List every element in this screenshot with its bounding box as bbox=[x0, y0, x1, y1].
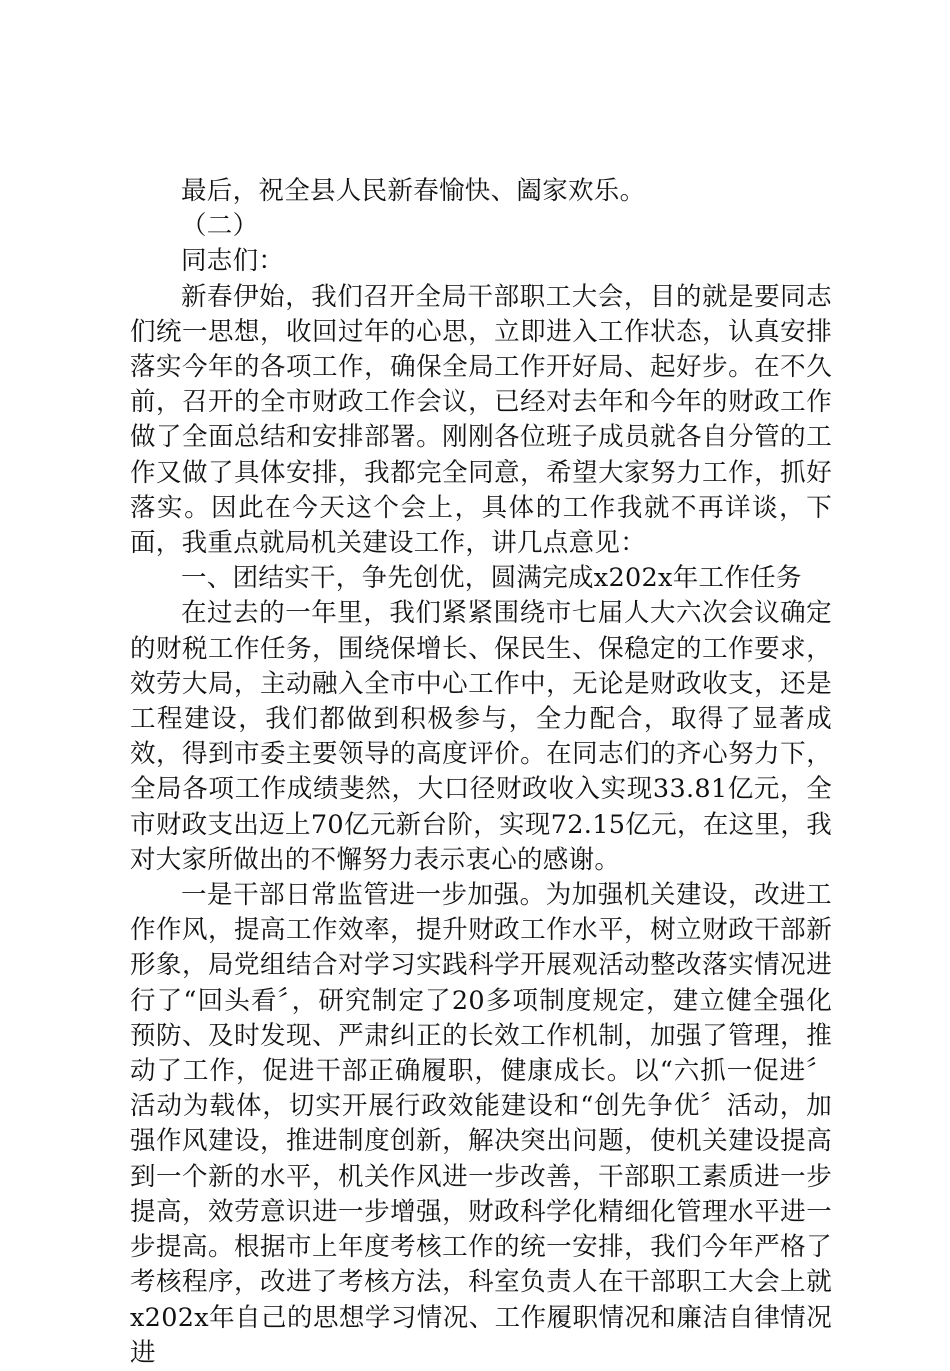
supervision-paragraph: 一是干部日常监管进一步加强。为加强机关建设，改进工作作风，提高工作效率，提升财政工作水平，树立财政干部新形象，局党组结合对学习实践科学开展观活动整改落实情况进行了“回头看〞，研究制定了20多项制度规定，建立健全强化预防、及时发现、严肃纠正的长效工作机制，加强了管理，推动了工作，促进干部正确履职，健康成长。以“六抓一促进〞活动为载体，切实开展行政效能建设和“创先争优〞活动，加强作风建设，推进制度创新，解决突出问题，使机关建设提高到一个新的水平，机关作风进一步改善，干部职工素质进一步提高，效劳意识进一步增强，财政科学化精细化管理水平进一步提高。根据市上年度考核工作的统一安排，我们今年严格了考核程序，改进了考核方法，科室负责人在干部职工大会上就x202x年自己的思想学习情况、工作履职情况和廉洁自律情况进 bbox=[130, 880, 832, 1368]
heading-one: 一、团结实干，争先创优，圆满完成x202x年工作任务 bbox=[181, 563, 802, 594]
document-body bbox=[130, 174, 832, 1371]
salutation: 同志们： bbox=[181, 246, 285, 277]
closing-paragraph: 最后，祝全县人民新春愉快、阖家欢乐。 bbox=[181, 176, 646, 206]
section-number: （二） bbox=[181, 211, 259, 242]
review-paragraph: 在过去的一年里，我们紧紧围绕市七届人大六次会议确定的财税工作任务，围绕保增长、保民生、保稳定的工作要求，效劳大局，主动融入全市中心工作中，无论是财政收支，还是工程建设，我们都做到积极参与，全力配合，取得了显著成效，得到市委主要领导的高度评价。在同志们的齐心努力下，全局各项工作成绩斐然，大口径财政收入实现33.81亿元，全市财政支出迈上70亿元新台阶，实现72.15亿元，在这里，我对大家所做出的不懈努力表示衷心的感谢。 bbox=[130, 598, 832, 875]
intro-paragraph: 新春伊始，我们召开全局干部职工大会，目的就是要同志们统一思想，收回过年的心思，立即进入工作状态，认真安排落实今年的各项工作，确保全局工作开好局、起好步。在不久前，召开的全市财政工作会议，已经对去年和今年的财政工作做了全面总结和安排部署。刚刚各位班子成员就各自分管的工作又做了具体安排，我都完全同意，希望大家努力工作，抓好落实。因此在今天这个会上，具体的工作我就不再详谈，下面，我重点就局机关建设工作，讲几点意见： bbox=[130, 281, 832, 559]
